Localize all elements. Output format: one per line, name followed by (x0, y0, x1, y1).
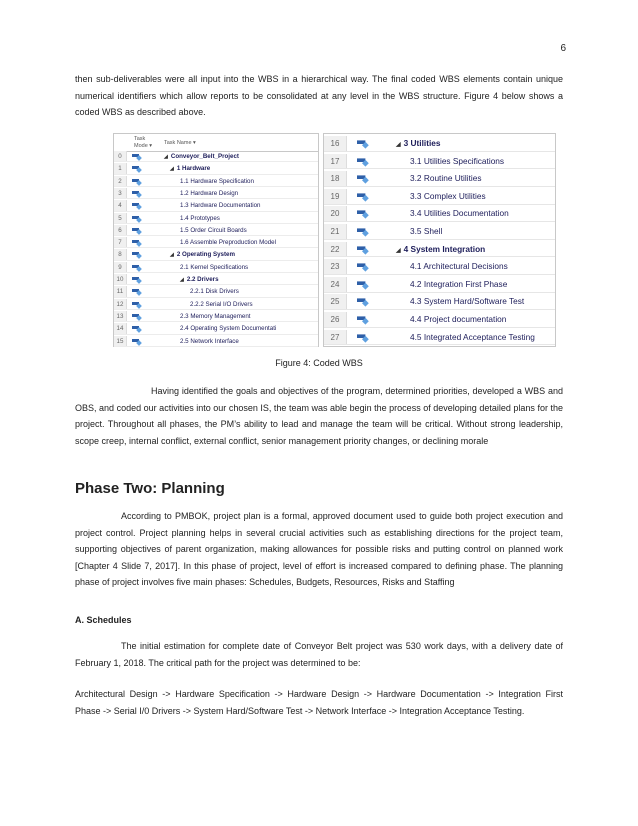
row-number: 2 (114, 176, 127, 186)
table-row[interactable] (114, 336, 318, 347)
task-name (410, 224, 442, 240)
auto-schedule-task-icon (357, 246, 369, 253)
task-name (410, 277, 507, 293)
table-row[interactable] (114, 188, 318, 199)
auto-schedule-task-icon (357, 264, 369, 271)
auto-schedule-task-icon (132, 289, 142, 295)
task-name (180, 188, 238, 199)
row-number: 18 (324, 171, 347, 186)
row-number: 12 (114, 299, 127, 309)
intro-paragraph: then sub-deliverables were all input into the WBS in a hierarchical way. The final coded WBS elements contain unique numerical identifiers which allow reports to be consolidated at any level in the WBS structure. Figure 4 below shows a coded WBS as described above. (75, 74, 563, 117)
table-row[interactable] (114, 225, 318, 236)
collapse-triangle-icon[interactable]: ◢ (170, 252, 174, 259)
collapse-triangle-icon[interactable]: ◢ (170, 166, 174, 173)
task-name-text: 2.2.1 Disk Drivers (190, 288, 239, 296)
task-name-text: 1.4 Prototypes (180, 214, 220, 222)
task-name (410, 189, 486, 205)
task-name (170, 163, 210, 175)
row-number: 17 (324, 154, 347, 169)
task-name (410, 154, 504, 170)
table-row[interactable] (324, 294, 555, 310)
row-number: 25 (324, 294, 347, 309)
task-name-text: 3.5 Shell (410, 226, 443, 236)
auto-schedule-task-icon (357, 158, 369, 165)
task-name-text: 2.2 Drivers (186, 276, 219, 283)
task-name-text: 4.5 Integrated Acceptance Testing (410, 331, 535, 342)
row-number: 19 (324, 189, 347, 204)
paragraph-estimation: The initial estimation for complete date of Conveyor Belt project was 530 work days, with a delivery date of February 1, 2018. The critical path for the project was determined to be: (75, 641, 563, 668)
table-row[interactable] (114, 249, 318, 260)
table-row[interactable] (114, 151, 318, 162)
table-row[interactable] (324, 330, 555, 346)
task-name-text: 3.4 Utilities Documentation (410, 208, 509, 219)
task-name-text: 4.2 Integration First Phase (410, 278, 508, 289)
auto-schedule-task-icon (357, 334, 369, 341)
row-number: 3 (114, 188, 127, 198)
row-number: 15 (114, 336, 127, 346)
task-name (190, 299, 253, 310)
row-number: 0 (114, 151, 127, 161)
table-row[interactable] (114, 176, 318, 187)
row-number: 7 (114, 237, 127, 247)
collapse-triangle-icon[interactable]: ◢ (180, 277, 184, 283)
header-task-mode-line1: Task (134, 136, 146, 142)
task-name-text: 4 System Integration (403, 243, 486, 254)
auto-schedule-task-icon (132, 240, 142, 246)
wbs-figure (113, 133, 556, 347)
auto-schedule-task-icon (132, 339, 142, 345)
row-number: 26 (324, 312, 347, 327)
row-number: 9 (114, 262, 127, 272)
table-row[interactable] (114, 274, 318, 285)
table-row[interactable] (114, 323, 318, 334)
page-number: 6 (560, 43, 566, 54)
row-number: 8 (114, 249, 127, 259)
auto-schedule-task-icon (132, 216, 142, 222)
auto-schedule-task-icon (132, 154, 142, 160)
auto-schedule-task-icon (357, 176, 369, 183)
table-row[interactable] (114, 163, 318, 174)
collapse-triangle-icon[interactable]: ◢ (164, 154, 168, 160)
task-name-text: 2.5 Network Interface (180, 337, 239, 345)
table-row[interactable] (324, 206, 555, 222)
paragraph-goals: Having identified the goals and objectives of the program, determined priorities, developed a WBS and OBS, and coded our activities into our chosen IS, the team was able begin the process of developing detailed plans for the project. Throughout all phases, the PM’s ability to lead and manage the team will be critical. Without strong leadership, scope creep, internal conflict, external conflict, senior management priority changes, or declining morale (75, 386, 563, 446)
task-name-text: 1.2 Hardware Design (180, 189, 239, 197)
auto-schedule-task-icon (357, 281, 369, 288)
collapse-triangle-icon[interactable]: ◢ (396, 247, 401, 254)
row-number: 23 (324, 259, 347, 274)
auto-schedule-task-icon (132, 326, 142, 332)
table-row[interactable] (114, 311, 318, 322)
auto-schedule-task-icon (132, 277, 142, 283)
table-row[interactable] (324, 171, 555, 187)
task-name (180, 311, 251, 322)
task-name (180, 336, 239, 347)
table-row[interactable] (324, 224, 555, 240)
auto-schedule-task-icon (132, 228, 142, 234)
dropdown-arrow-icon[interactable]: ▾ (149, 142, 153, 149)
auto-schedule-task-icon (357, 299, 369, 306)
dropdown-arrow-icon[interactable]: ▾ (193, 140, 196, 146)
task-name (396, 242, 485, 260)
task-name-text: 1 Hardware (176, 165, 211, 173)
table-row[interactable] (324, 189, 555, 205)
task-name-text: 2.4 Operating System Documentati (180, 325, 277, 333)
task-name-text: 2 Operating System (176, 251, 235, 259)
task-name (410, 312, 506, 328)
task-name-text: 3 Utilities (403, 138, 441, 148)
task-name-text: 2.2.2 Serial I/O Drivers (190, 300, 253, 308)
auto-schedule-task-icon (132, 191, 142, 197)
header-task-mode-line2: Mode (134, 142, 148, 149)
task-name (180, 200, 260, 211)
task-name-text: 1.1 Hardware Specification (180, 177, 254, 185)
row-number: 11 (114, 286, 127, 296)
table-row[interactable] (324, 312, 555, 328)
task-name (170, 249, 235, 261)
task-name (180, 274, 219, 286)
wbs-table-left (113, 133, 319, 347)
auto-schedule-task-icon (132, 166, 142, 172)
schedules-subheading: A. Schedules (75, 615, 132, 625)
row-number: 22 (324, 242, 347, 257)
task-name (180, 176, 254, 187)
auto-schedule-task-icon (132, 314, 142, 320)
task-name (410, 294, 524, 310)
task-name-text: 4.1 Architectural Decisions (410, 261, 508, 272)
row-number: 27 (324, 330, 347, 345)
auto-schedule-task-icon (132, 265, 142, 271)
table-row[interactable] (324, 136, 555, 152)
table-row[interactable] (114, 200, 318, 211)
auto-schedule-task-icon (132, 302, 142, 308)
row-number: 20 (324, 206, 347, 221)
task-name (410, 259, 508, 275)
table-row[interactable] (114, 213, 318, 224)
table-row[interactable] (324, 242, 555, 258)
header-task-name: Task Name (164, 140, 192, 146)
task-name-text: 2.1 Kernel Specifications (180, 263, 249, 271)
task-name-text: 4.3 System Hard/Software Test (410, 296, 525, 307)
row-number: 14 (114, 323, 127, 333)
task-name-text: 3.3 Complex Utilities (410, 190, 486, 201)
collapse-triangle-icon[interactable]: ◢ (396, 142, 401, 148)
table-row[interactable] (324, 277, 555, 293)
row-number: 24 (324, 277, 347, 292)
row-number: 10 (114, 274, 127, 284)
auto-schedule-task-icon (357, 211, 369, 218)
phase-two-heading: Phase Two: Planning (75, 480, 225, 497)
task-name (180, 262, 248, 273)
task-name-text: Conveyor_Belt_Project (170, 153, 239, 160)
task-name-text: 1.6 Assemble Preproduction Model (180, 239, 276, 247)
task-name (164, 151, 239, 163)
task-name (410, 171, 481, 187)
row-number: 16 (324, 136, 347, 151)
task-name (180, 323, 276, 334)
wbs-table-right (323, 133, 556, 347)
task-name (410, 330, 535, 346)
row-number: 13 (114, 311, 127, 321)
task-name-text: 3.1 Utilities Specifications (410, 155, 505, 166)
table-row[interactable] (114, 262, 318, 273)
auto-schedule-task-icon (357, 316, 369, 323)
task-name (190, 286, 239, 297)
task-name-text: 2.3 Memory Management (180, 312, 251, 320)
table-header (114, 134, 318, 152)
task-name (410, 206, 509, 222)
figure-caption: Figure 4: Coded WBS (275, 358, 363, 368)
task-name-text: 3.2 Routine Utilities (410, 173, 482, 184)
table-row[interactable] (114, 237, 318, 248)
task-name-text: 1.5 Order Circuit Boards (180, 226, 247, 234)
auto-schedule-task-icon (132, 252, 142, 258)
task-name-text: 1.3 Hardware Documentation (180, 202, 261, 210)
row-number: 21 (324, 224, 347, 239)
task-name (180, 225, 247, 236)
auto-schedule-task-icon (357, 140, 369, 147)
row-number: 4 (114, 200, 127, 210)
table-row[interactable] (114, 286, 318, 297)
table-row[interactable] (324, 154, 555, 170)
table-row[interactable] (114, 299, 318, 310)
paragraph-pmbok: According to PMBOK, project plan is a formal, approved document used to guide both project execution and project control. Project planning helps in several crucial activities such as establishing directions for the project team, supporting objectives of parent organization, making allowances for possible risks and putting control on planned work [Chapter 4 Slide 7, 2017]. In this phase of project, level of effort is increased compared to defining phase. The planning phase of project involves five main phases: Schedules, Budgets, Resources, Risks and Staffing (75, 511, 563, 587)
task-name (180, 237, 276, 248)
row-number: 6 (114, 225, 127, 235)
paragraph-critical-path: Architectural Design -> Hardware Specification -> Hardware Design -> Hardware Documentation -> Integration First Phase -> Serial I/0 Drivers -> System Hard/Software Test -> Network Interface -> Integration Acceptance Testing. (75, 689, 563, 716)
auto-schedule-task-icon (357, 228, 369, 235)
auto-schedule-task-icon (132, 203, 142, 209)
auto-schedule-task-icon (357, 193, 369, 200)
row-number: 5 (114, 213, 127, 223)
task-name (180, 213, 220, 224)
auto-schedule-task-icon (132, 179, 142, 185)
row-number: 1 (114, 163, 127, 173)
table-row[interactable] (324, 259, 555, 275)
task-name (396, 136, 441, 154)
task-name-text: 4.4 Project documentation (410, 314, 507, 324)
